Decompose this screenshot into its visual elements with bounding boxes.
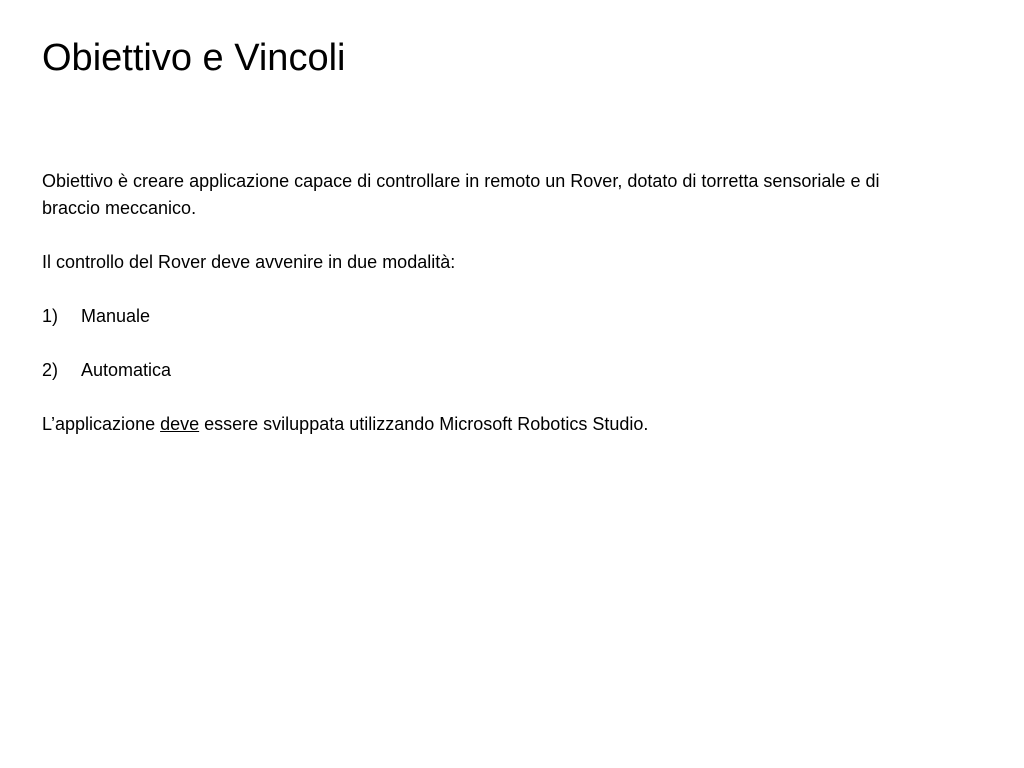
list-item-label: Automatica	[81, 360, 172, 380]
list-item-label: Manuale	[81, 306, 151, 326]
underlined-emphasis: deve	[160, 414, 200, 434]
list-item-manual	[42, 303, 942, 330]
list-number: 2)	[42, 360, 59, 380]
list-item-automatic	[42, 357, 942, 384]
constraint-text-after: essere sviluppata utilizzando Microsoft Robotics Studio.	[199, 414, 649, 434]
control-modes-intro: Il controllo del Rover deve avvenire in due modalità:	[42, 252, 456, 272]
objective-paragraph: Obiettivo è creare applicazione capace di controllare in remoto un Rover, dotato di torretta sensoriale e di braccio meccanico.	[42, 171, 880, 218]
list-number: 1)	[42, 306, 59, 326]
slide-title: Obiettivo e Vincoli	[42, 37, 346, 79]
constraint-text-before: L’applicazione	[42, 414, 161, 434]
constraint-paragraph	[42, 411, 942, 438]
slide-body	[42, 168, 942, 465]
